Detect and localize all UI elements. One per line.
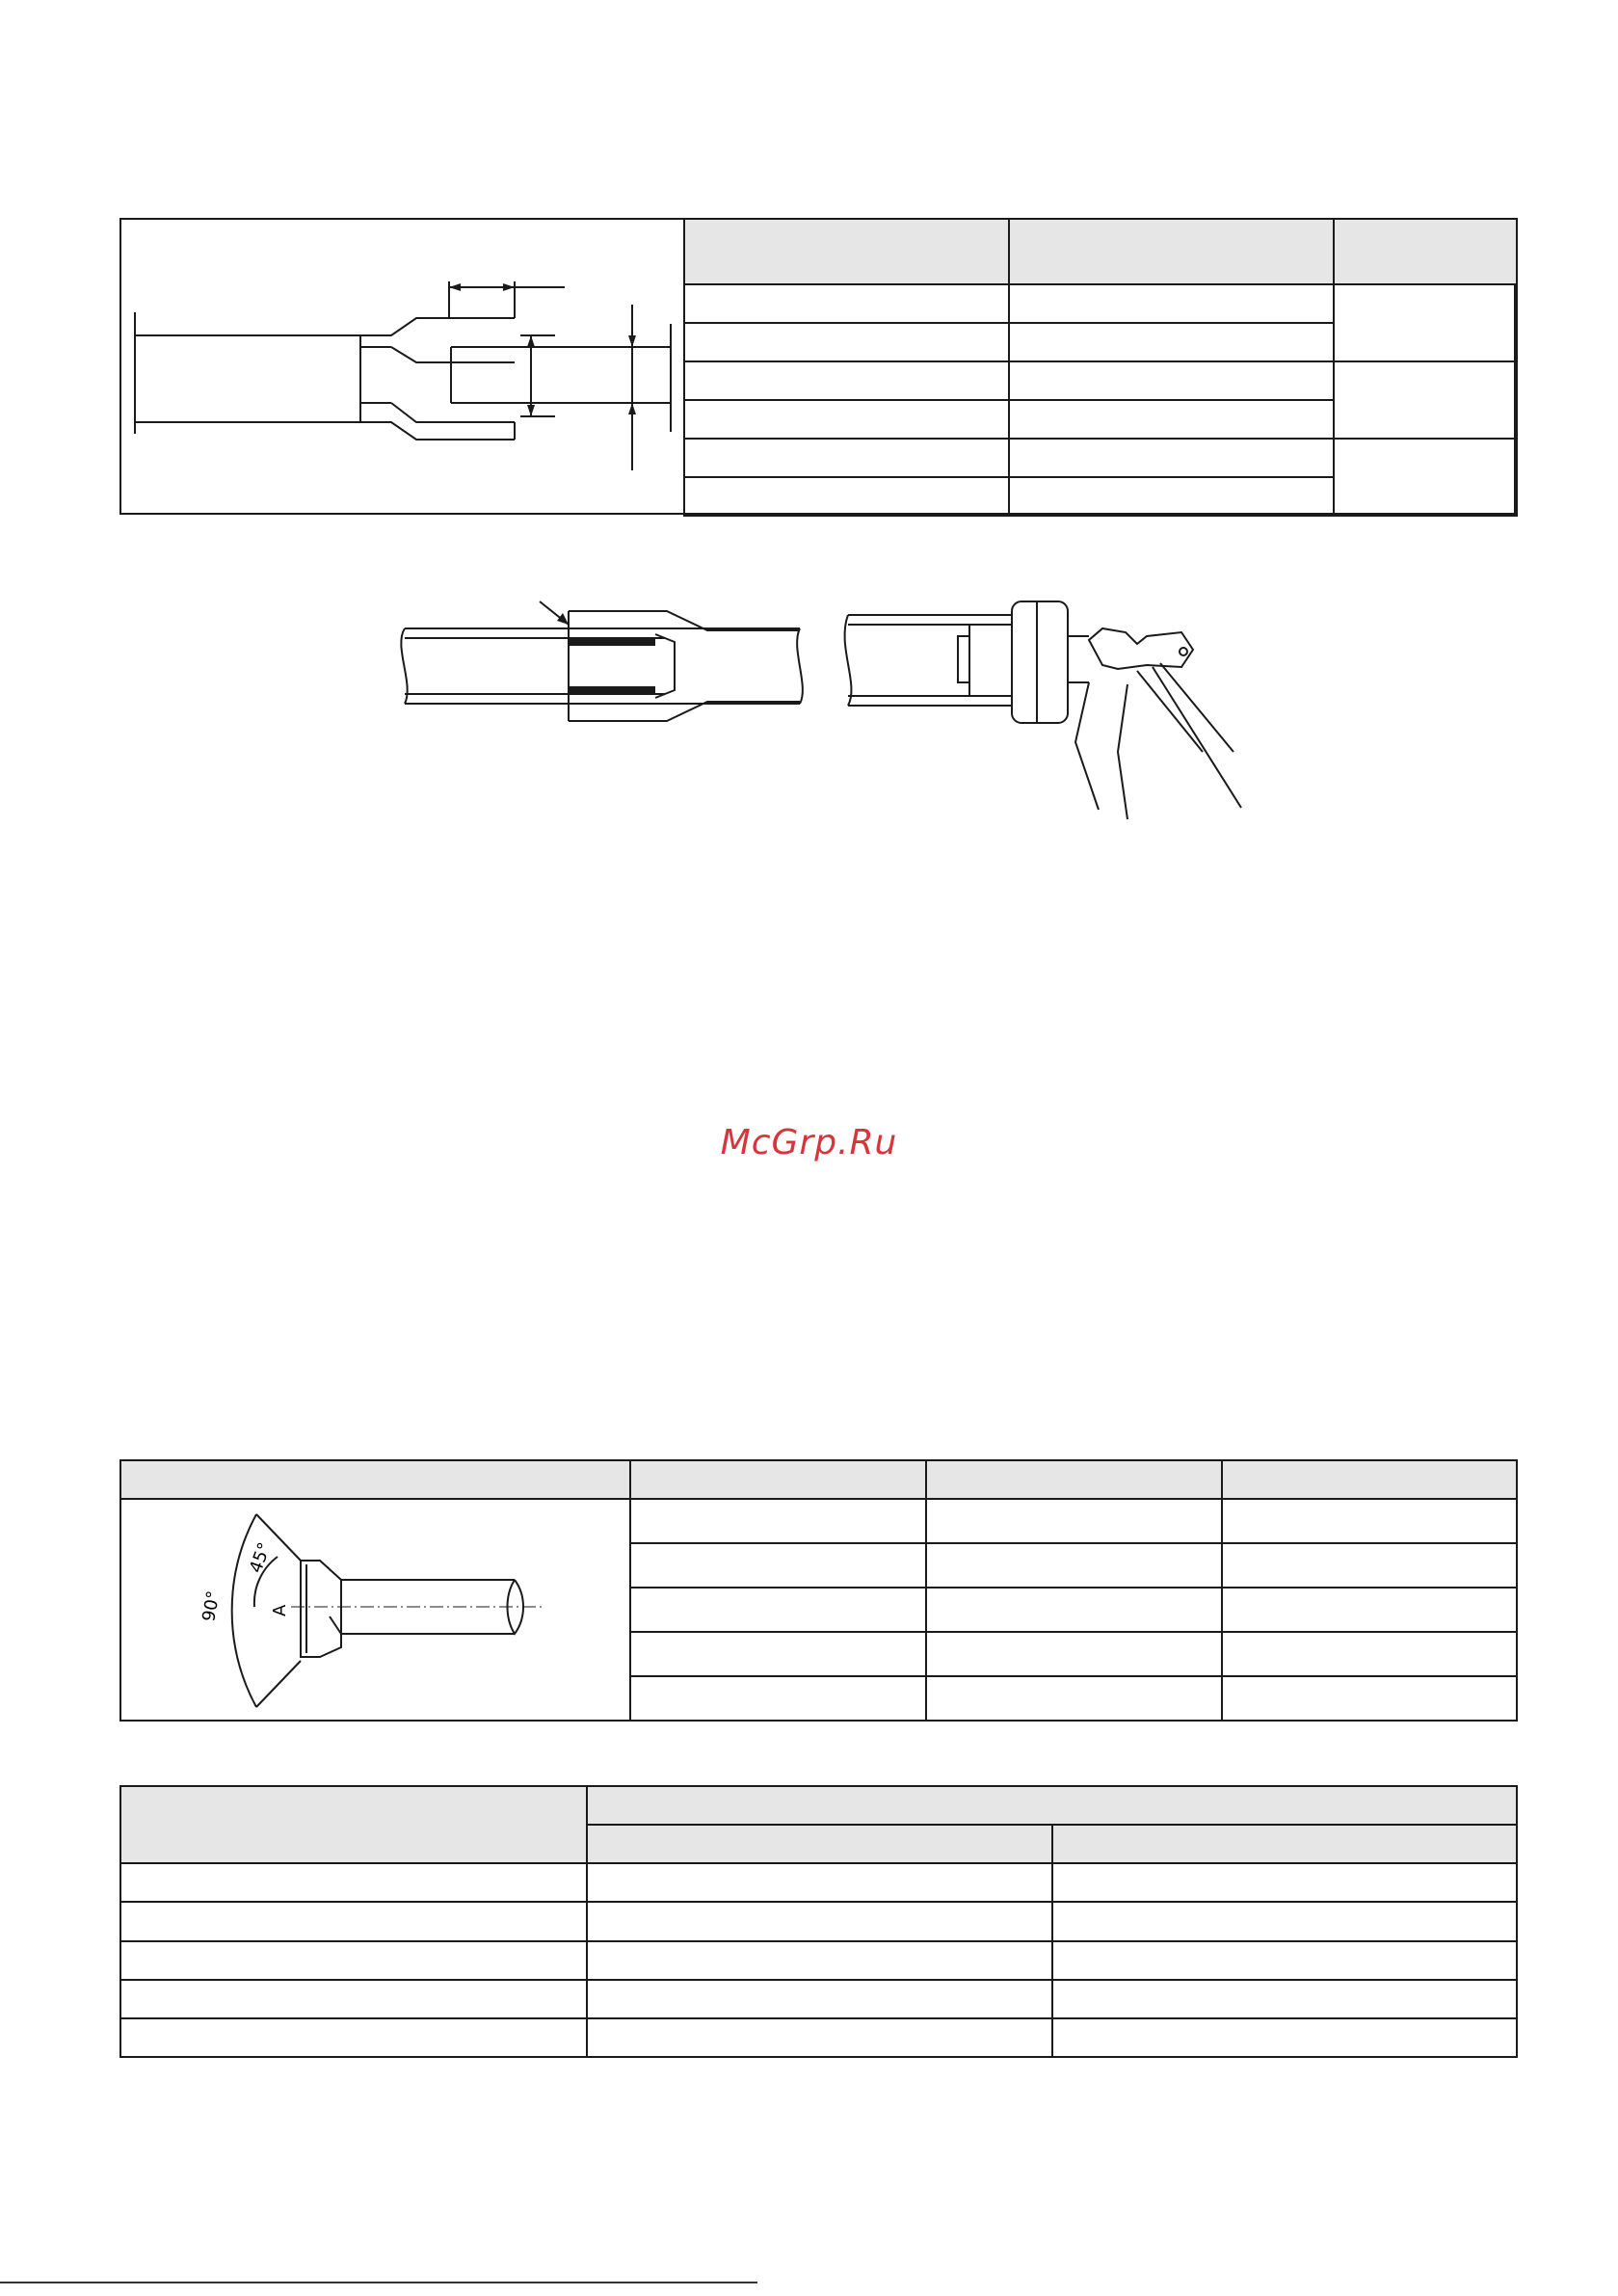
table-cell <box>630 1676 926 1721</box>
flare-table-header-cell <box>684 219 1009 284</box>
table-cell <box>684 400 1009 439</box>
table-cell <box>587 1863 1052 1902</box>
angle-90-label: 90° <box>199 1589 225 1623</box>
angle-45-label: 45° <box>245 1539 276 1576</box>
angle-table-header-cell <box>1222 1460 1517 1499</box>
table-cell <box>120 1902 587 1940</box>
table-cell <box>1222 1499 1517 1543</box>
table-cell <box>1009 439 1334 477</box>
flare-dimension-table <box>683 218 1518 517</box>
table-cell <box>120 1980 587 2018</box>
angle-table-header-cell <box>630 1460 926 1499</box>
table-cell <box>1222 1588 1517 1632</box>
table-cell <box>1009 361 1334 400</box>
table-cell <box>120 2018 587 2057</box>
table-cell <box>1052 1980 1517 2018</box>
flare-angle-table <box>119 1459 1518 1722</box>
table-cell <box>1009 400 1334 439</box>
table-cell <box>926 1588 1222 1632</box>
table-cell <box>1009 477 1334 516</box>
table-cell <box>1334 284 1517 361</box>
flaring-procedure-illustration <box>385 578 1253 829</box>
table-cell <box>1052 1902 1517 1940</box>
table-cell <box>587 2018 1052 2057</box>
table-cell <box>630 1588 926 1632</box>
table-cell <box>587 1902 1052 1940</box>
table-cell <box>926 1499 1222 1543</box>
torque-table-header-cell <box>587 1825 1052 1863</box>
flare-dimension-drawing <box>121 220 685 513</box>
table-cell <box>1052 2018 1517 2057</box>
footer-divider <box>0 2282 757 2283</box>
flare-angle-drawing <box>121 1503 627 1717</box>
angle-table-header-cell <box>120 1460 630 1499</box>
watermark: McGrp.Ru <box>720 1123 898 1162</box>
angle-drawing-cell <box>120 1499 630 1721</box>
table-cell <box>926 1543 1222 1588</box>
table-cell <box>1334 439 1517 516</box>
flare-table-header-cell <box>1009 219 1334 284</box>
table-cell <box>1222 1543 1517 1588</box>
table-cell <box>1009 323 1334 361</box>
table-cell <box>630 1632 926 1676</box>
table-cell <box>684 361 1009 400</box>
table-cell <box>926 1676 1222 1721</box>
torque-table <box>119 1785 1518 2058</box>
torque-table-header-cell <box>587 1786 1517 1825</box>
flare-table-header-cell <box>1334 219 1517 284</box>
table-cell <box>684 323 1009 361</box>
table-cell <box>630 1499 926 1543</box>
torque-table-header-cell <box>120 1786 587 1863</box>
table-cell <box>684 477 1009 516</box>
table-cell <box>1222 1632 1517 1676</box>
table-cell <box>630 1543 926 1588</box>
table-cell <box>1334 361 1517 439</box>
table-cell <box>926 1632 1222 1676</box>
table-cell <box>587 1941 1052 1980</box>
dimension-a-label: A <box>270 1604 290 1616</box>
table-cell <box>1052 1941 1517 1980</box>
table-cell <box>1052 1863 1517 1902</box>
table-cell <box>120 1941 587 1980</box>
table-cell <box>1009 284 1334 323</box>
table-cell <box>684 284 1009 323</box>
table-cell <box>587 1980 1052 2018</box>
torque-table-header-cell <box>1052 1825 1517 1863</box>
table-cell <box>684 439 1009 477</box>
angle-table-header-cell <box>926 1460 1222 1499</box>
table-cell <box>120 1863 587 1902</box>
table-cell <box>1222 1676 1517 1721</box>
